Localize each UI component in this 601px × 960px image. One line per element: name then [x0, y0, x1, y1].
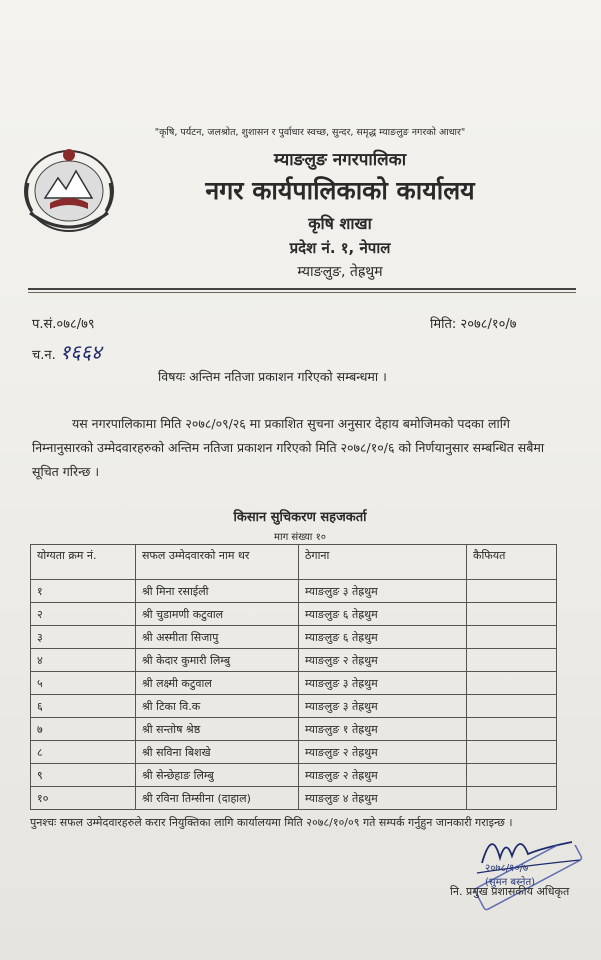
officer-designation: नि. प्रमुख प्रशासकीय अधिकृत [450, 885, 570, 898]
table-row [31, 695, 557, 718]
rank-cell: ५ [31, 672, 136, 695]
rank-cell: ८ [31, 741, 136, 764]
name-cell: श्री रविना तिम्सीना (दाहाल) [136, 787, 299, 810]
header-rank: योग्यता क्रम नं. [31, 545, 136, 580]
address-cell: म्याङलुङ २ तेह्रथुम [299, 741, 467, 764]
branch-name: कृषि शाखा [308, 214, 372, 233]
letter-subject: विषयः अन्तिम नतिजा प्रकाशन गरिएको सम्बन्धमा । [158, 369, 387, 384]
name-cell: श्री लक्ष्मी कटुवाल [136, 672, 299, 695]
name-cell: श्री सविना बिशखे [136, 741, 299, 764]
address-cell: म्याङलुङ ३ तेह्रथुम [299, 695, 467, 718]
rank-cell: २ [31, 603, 136, 626]
header-divider-thin [28, 292, 576, 293]
table-header-row [31, 545, 557, 580]
municipality-name: म्याङलुङ नगरपालिका [273, 150, 407, 170]
dispatch-number [32, 338, 102, 365]
remarks-cell [467, 787, 557, 810]
address-cell: म्याङलुङ ३ तेह्रथुम [299, 580, 467, 603]
address-cell: म्याङलुङ ४ तेह्रथुम [299, 787, 467, 810]
remarks-cell [467, 603, 557, 626]
name-cell: श्री अस्मीता सिजापु [136, 626, 299, 649]
address-cell: म्याङलुङ ६ तेह्रथुम [299, 603, 467, 626]
table-row [31, 741, 557, 764]
header-address: ठेगाना [299, 545, 467, 580]
table-row [31, 626, 557, 649]
office-stamp-icon [458, 845, 598, 915]
remarks-cell [467, 672, 557, 695]
name-cell: श्री सन्तोष श्रेष्ठ [136, 718, 299, 741]
address-cell: म्याङलुङ ३ तेह्रथुम [299, 672, 467, 695]
remarks-cell [467, 580, 557, 603]
province-name: प्रदेश नं. १, नेपाल [289, 239, 391, 257]
office-name: नगर कार्यपालिकाको कार्यालय [205, 176, 475, 205]
rank-cell: १ [31, 580, 136, 603]
motto: "कृषि, पर्यटन, जलश्रोत, शुशासन र पुर्वाधार स्वच्छ, सुन्दर, समृद्ध म्याङलुङ नगरको आधार" [154, 127, 466, 138]
letter-date: मिति: २०७८/१०/७ [430, 317, 517, 332]
remarks-cell [467, 626, 557, 649]
table-row [31, 787, 557, 810]
header-divider [28, 288, 576, 290]
rank-cell: ९ [31, 764, 136, 787]
dispatch-value: १६६४ [59, 340, 102, 364]
address-cell: म्याङलुङ १ तेह्रथुम [299, 718, 467, 741]
address-cell: म्याङलुङ २ तेह्रथुम [299, 764, 467, 787]
table-row [31, 718, 557, 741]
name-cell: श्री टिका वि.क [136, 695, 299, 718]
name-cell: श्री चुडामणी कटुवाल [136, 603, 299, 626]
rank-cell: ४ [31, 649, 136, 672]
address-cell: म्याङलुङ ६ तेह्रथुम [299, 626, 467, 649]
table-row [31, 649, 557, 672]
name-cell: श्री मिना रसाईली [136, 580, 299, 603]
rank-cell: ६ [31, 695, 136, 718]
remarks-cell [467, 741, 557, 764]
rank-cell: ३ [31, 626, 136, 649]
address-cell: म्याङलुङ २ तेह्रथुम [299, 649, 467, 672]
header-remarks: कैफियत [467, 545, 557, 580]
letter-body: यस नगरपालिकामा मिति २०७८/०९/२६ मा प्रकाशित सुचना अनुसार देहाय बमोजिमको पदका लागि निम्नानुसारको उम्मेदवारहरुको अन्तिम नतिजा प्रकाशन गरिएको मिति २०७८/१०/६ को निर्णयानुसार सम्बन्धित सबैमा सूचित गरिन्छ । [32, 416, 545, 479]
table-row [31, 672, 557, 695]
table-row [31, 580, 557, 603]
location-name: म्याङलुङ, तेह्रथुम [297, 264, 383, 280]
postscript-note: पुनश्चः सफल उम्मेदवारहरुले करार नियुक्तिका लागि कार्यालयमा मिति २०७८/१०/०९ गते सम्पर्क गर्नुहुन जानकारी गराइन्छ । [30, 816, 513, 829]
remarks-cell [467, 764, 557, 787]
dispatch-label: च.न. [32, 348, 56, 363]
remarks-cell [467, 649, 557, 672]
table-title: किसान सुचिकरण सहजकर्ता [233, 510, 367, 525]
table-row [31, 603, 557, 626]
results-table [30, 544, 557, 810]
signature-date: २०७८/१०/७ [485, 863, 529, 874]
table-row [31, 764, 557, 787]
reference-number: प.सं.०७८/७९ [32, 317, 95, 332]
signatory-name: (सुमन बस्नेत) [485, 877, 536, 888]
rank-cell: १० [31, 787, 136, 810]
name-cell: श्री सेन्छेहाङ लिम्बु [136, 764, 299, 787]
table-subtitle: माग संख्या १० [274, 532, 326, 543]
rank-cell: ७ [31, 718, 136, 741]
header-name: सफल उम्मेदवारको नाम थर [136, 545, 299, 580]
nepal-emblem-icon [20, 143, 118, 235]
name-cell: श्री केदार कुमारी लिम्बु [136, 649, 299, 672]
remarks-cell [467, 695, 557, 718]
remarks-cell [467, 718, 557, 741]
